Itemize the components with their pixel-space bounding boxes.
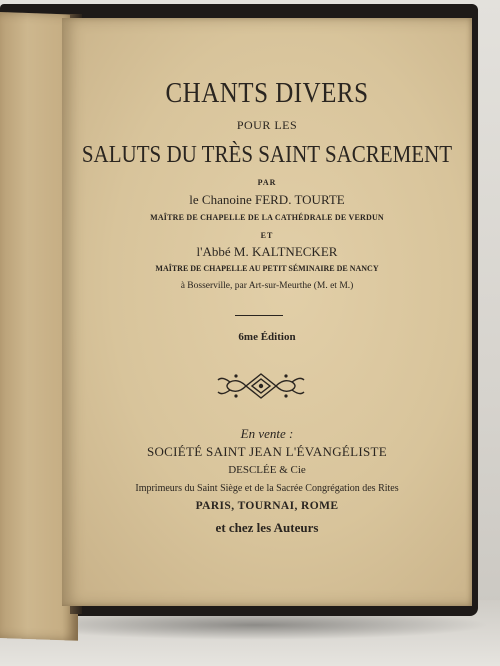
authors-line: et chez les Auteurs (215, 520, 319, 535)
par-line: PAR (257, 178, 277, 187)
book-subtitle: SALUTS DU TRÈS SAINT SACREMENT (81, 140, 453, 168)
cities-line: PARIS, TOURNAI, ROME (195, 500, 339, 512)
publisher-sub: DESCLÉE & Cie (228, 464, 306, 476)
author-kaltnecker: l'Abbé M. KALTNECKER (196, 244, 338, 259)
printers-line: Imprimeurs du Saint Siège et de la Sacrée Congrégation des Rites (135, 483, 399, 494)
et-line: ET (260, 231, 274, 240)
divider-rule (235, 315, 283, 316)
pour-les-line: POUR LES (236, 118, 298, 132)
author-tourte: le Chanoine FERD. TOURTE (189, 192, 345, 207)
author-kaltnecker-role: MAÎTRE DE CHAPELLE AU PETIT SÉMINAIRE DE NANCY (155, 264, 379, 273)
en-vente-line: En vente : (240, 426, 294, 441)
book-title: CHANTS DIVERS (165, 78, 369, 109)
author-tourte-role: MAÎTRE DE CHAPELLE DE LA CATHÉDRALE DE VERDUN (150, 213, 384, 222)
publisher-name: SOCIÉTÉ SAINT JEAN L'ÉVANGÉLISTE (146, 444, 388, 459)
author-kaltnecker-place: à Bosserville, par Art-sur-Meurthe (M. et M.) (180, 281, 354, 291)
edition-line: 6me Édition (238, 331, 296, 343)
ornament-icon (216, 370, 306, 402)
title-page-text (62, 18, 472, 606)
